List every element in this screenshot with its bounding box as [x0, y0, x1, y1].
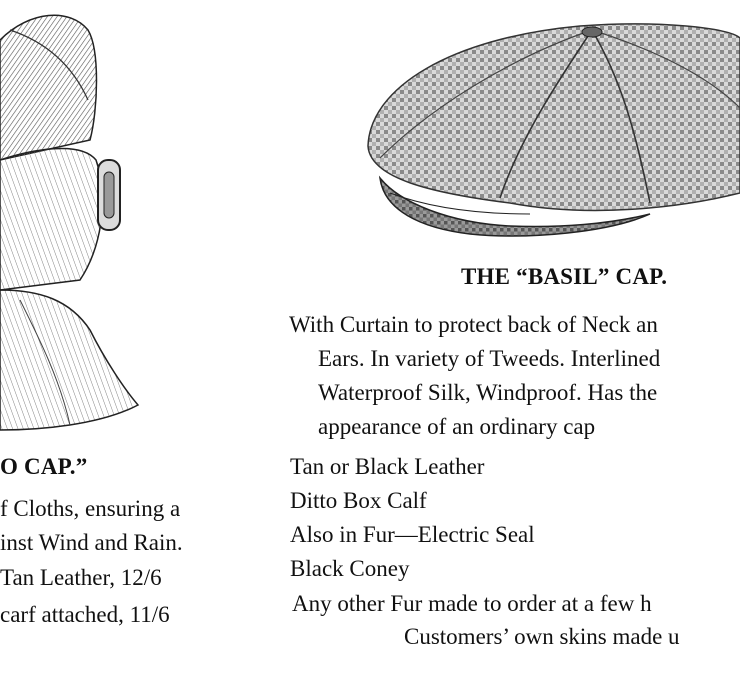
- basil-desc-line-1: With Curtain to protect back of Neck an: [289, 312, 658, 337]
- basil-option-4: Black Coney: [290, 556, 410, 581]
- left-price-line-2: carf attached, 11/6: [0, 602, 170, 627]
- basil-option-3: Also in Fur—Electric Seal: [290, 522, 535, 547]
- left-desc-line-2: inst Wind and Rain.: [0, 530, 183, 555]
- basil-desc-line-3: Waterproof Silk, Windproof. Has the: [318, 380, 658, 405]
- basil-option-2: Ditto Box Calf: [290, 488, 427, 513]
- basil-desc-line-4: appearance of an ordinary cap: [318, 414, 596, 439]
- left-desc-line-1: f Cloths, ensuring a: [0, 496, 181, 521]
- aviator-cap-illustration: [0, 0, 150, 440]
- left-cap-title: O CAP.”: [0, 454, 88, 479]
- basil-footer-line-1: Any other Fur made to order at a few h: [292, 591, 652, 616]
- basil-desc-line-2: Ears. In variety of Tweeds. Interlined: [318, 346, 661, 371]
- basil-cap-illustration: [360, 18, 740, 238]
- basil-footer-line-2: Customers’ own skins made u: [404, 624, 680, 649]
- basil-option-1: Tan or Black Leather: [290, 454, 485, 479]
- left-price-line-1: Tan Leather, 12/6: [0, 565, 162, 590]
- basil-cap-title: THE “BASIL” CAP.: [461, 264, 668, 289]
